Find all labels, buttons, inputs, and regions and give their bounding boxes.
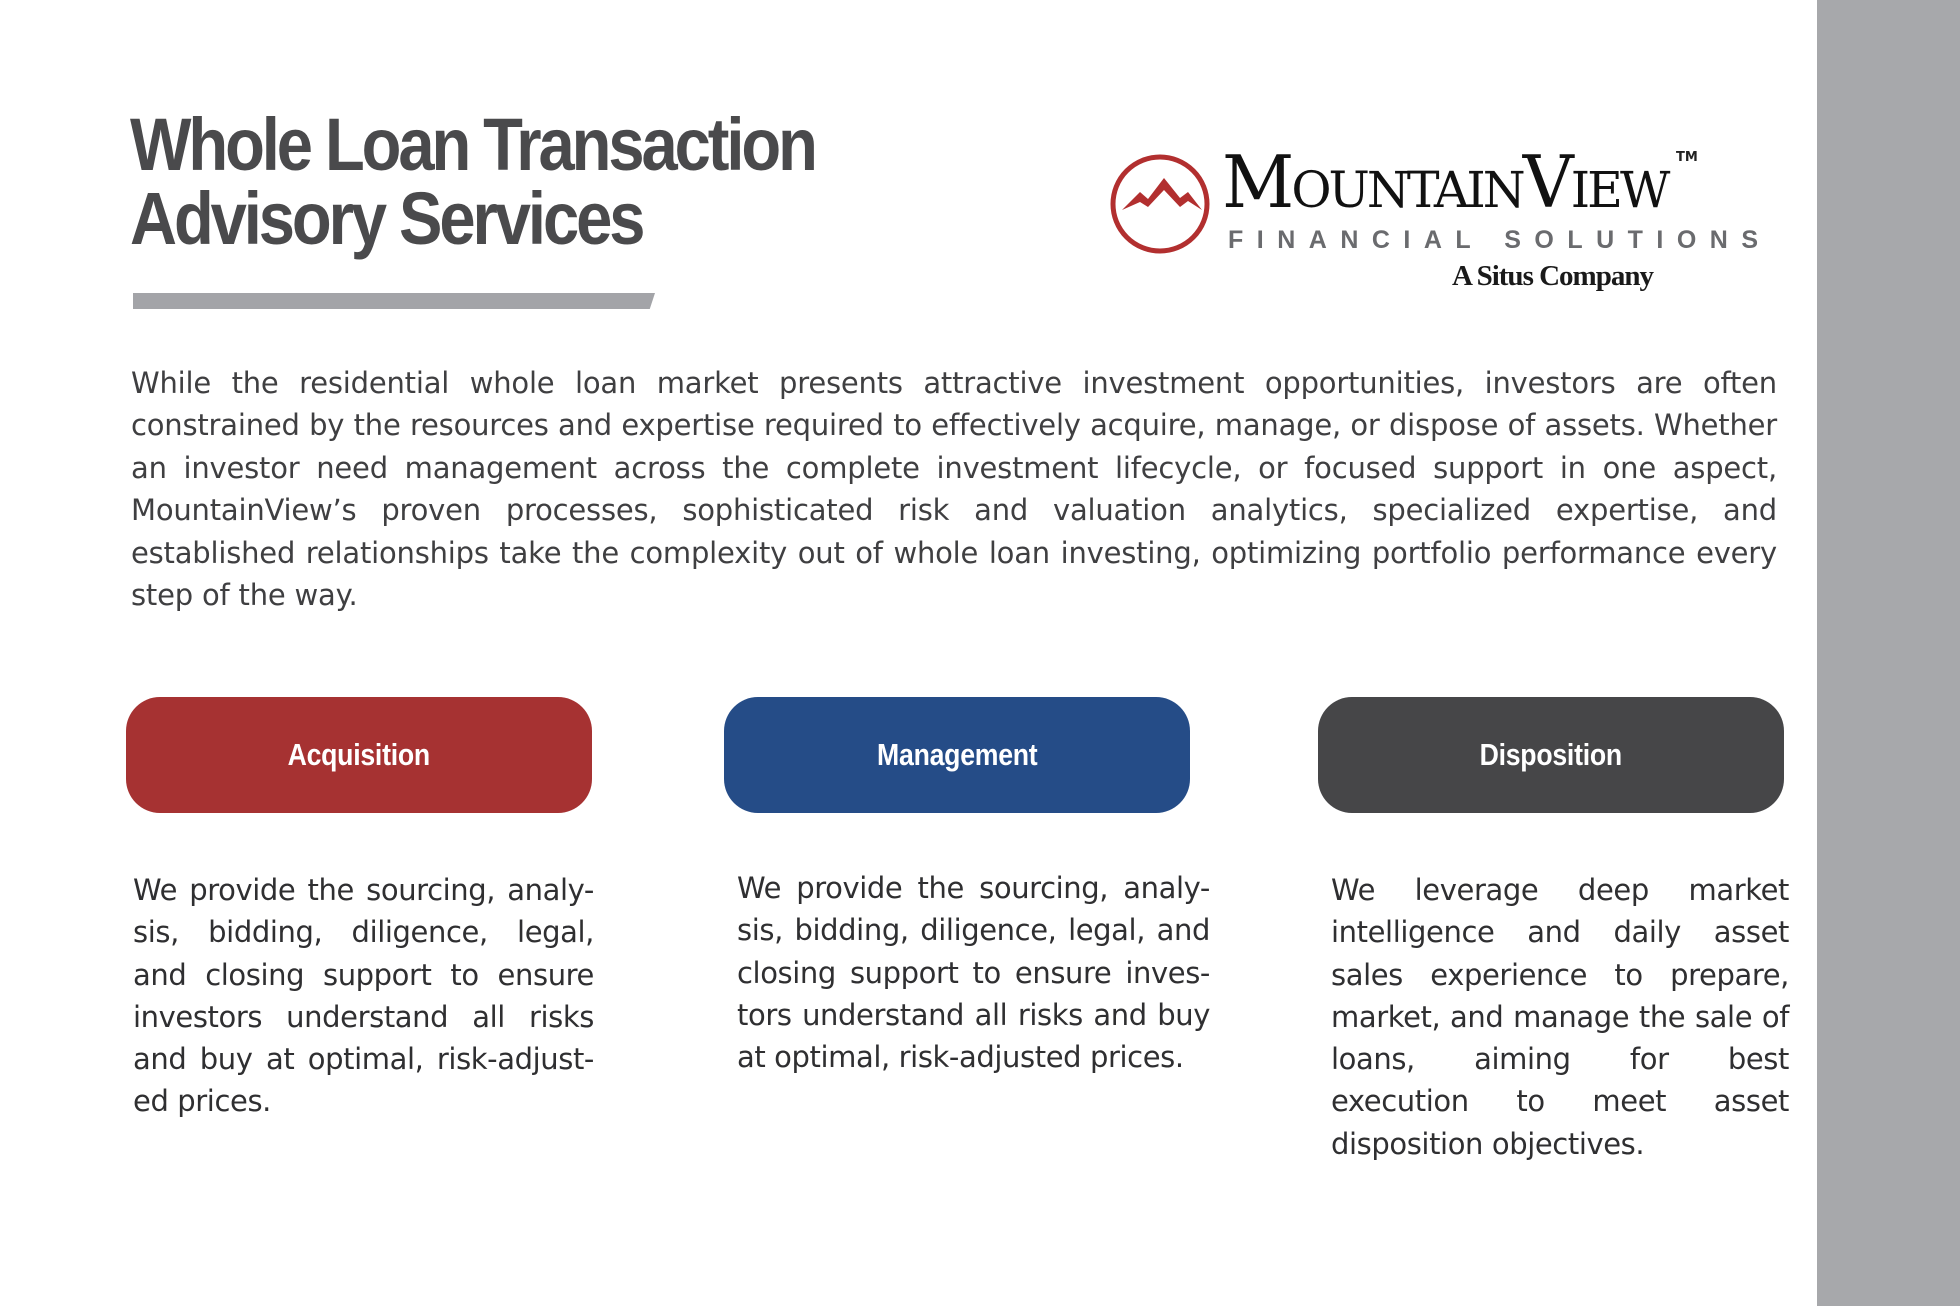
title-underline	[133, 293, 655, 309]
side-band	[1817, 0, 1960, 1306]
management-heading	[724, 697, 1190, 813]
disposition-heading	[1318, 697, 1784, 813]
acquisition-description: We provide the sourcing, analy- sis, bidding, diligence, legal, and closing support to ensure investors understand all risks and buy at optimal, risk-adjust- ed prices.	[133, 873, 594, 1119]
disposition-heading-label: Disposition	[1479, 737, 1623, 772]
acquisition-heading-label: Acquisition	[287, 737, 431, 772]
management-heading-label: Management	[876, 737, 1038, 772]
page-title	[130, 103, 815, 260]
trademark-mark: TM	[1676, 150, 1698, 165]
acquisition-heading	[126, 697, 592, 813]
title-line-1: Whole Loan Transaction	[130, 103, 815, 186]
mountain-emblem-icon	[1108, 152, 1212, 256]
disposition-description: We leverage deep market intelligence and daily asset sales experience to prepare, market, and manage the sale of loans, aiming for best execution to meet asset disposition objectives.	[1331, 873, 1789, 1161]
logo-wordmark: MOUNTAINVIEW	[1222, 140, 1668, 224]
logo-company: A Situs Company	[1452, 260, 1653, 292]
logo-tagline: FINANCIAL SOLUTIONS	[1228, 226, 1772, 254]
intro-paragraph: While the residential whole loan market presents attractive investment opportunities, investors are often constrained by the resources and expertise required to effectively acquire, manage, or dispose of assets. Whether an investor need management across the complete investment lifecycle, or focused support in one aspect, MountainView’s proven processes, sophisticated risk and valuation analytics, specialized expertise, and established relationships take the complexity out of whole loan investing, optimizing portfolio performance every step of the way.	[131, 366, 1777, 613]
title-line-2: Advisory Services	[130, 177, 643, 260]
company-logo	[1108, 140, 1772, 296]
management-description: We provide the sourcing, analy- sis, bidding, diligence, legal, and closing support to ensure inves- tors understand all risks and buy at optimal, risk-adjusted prices.	[737, 871, 1210, 1075]
